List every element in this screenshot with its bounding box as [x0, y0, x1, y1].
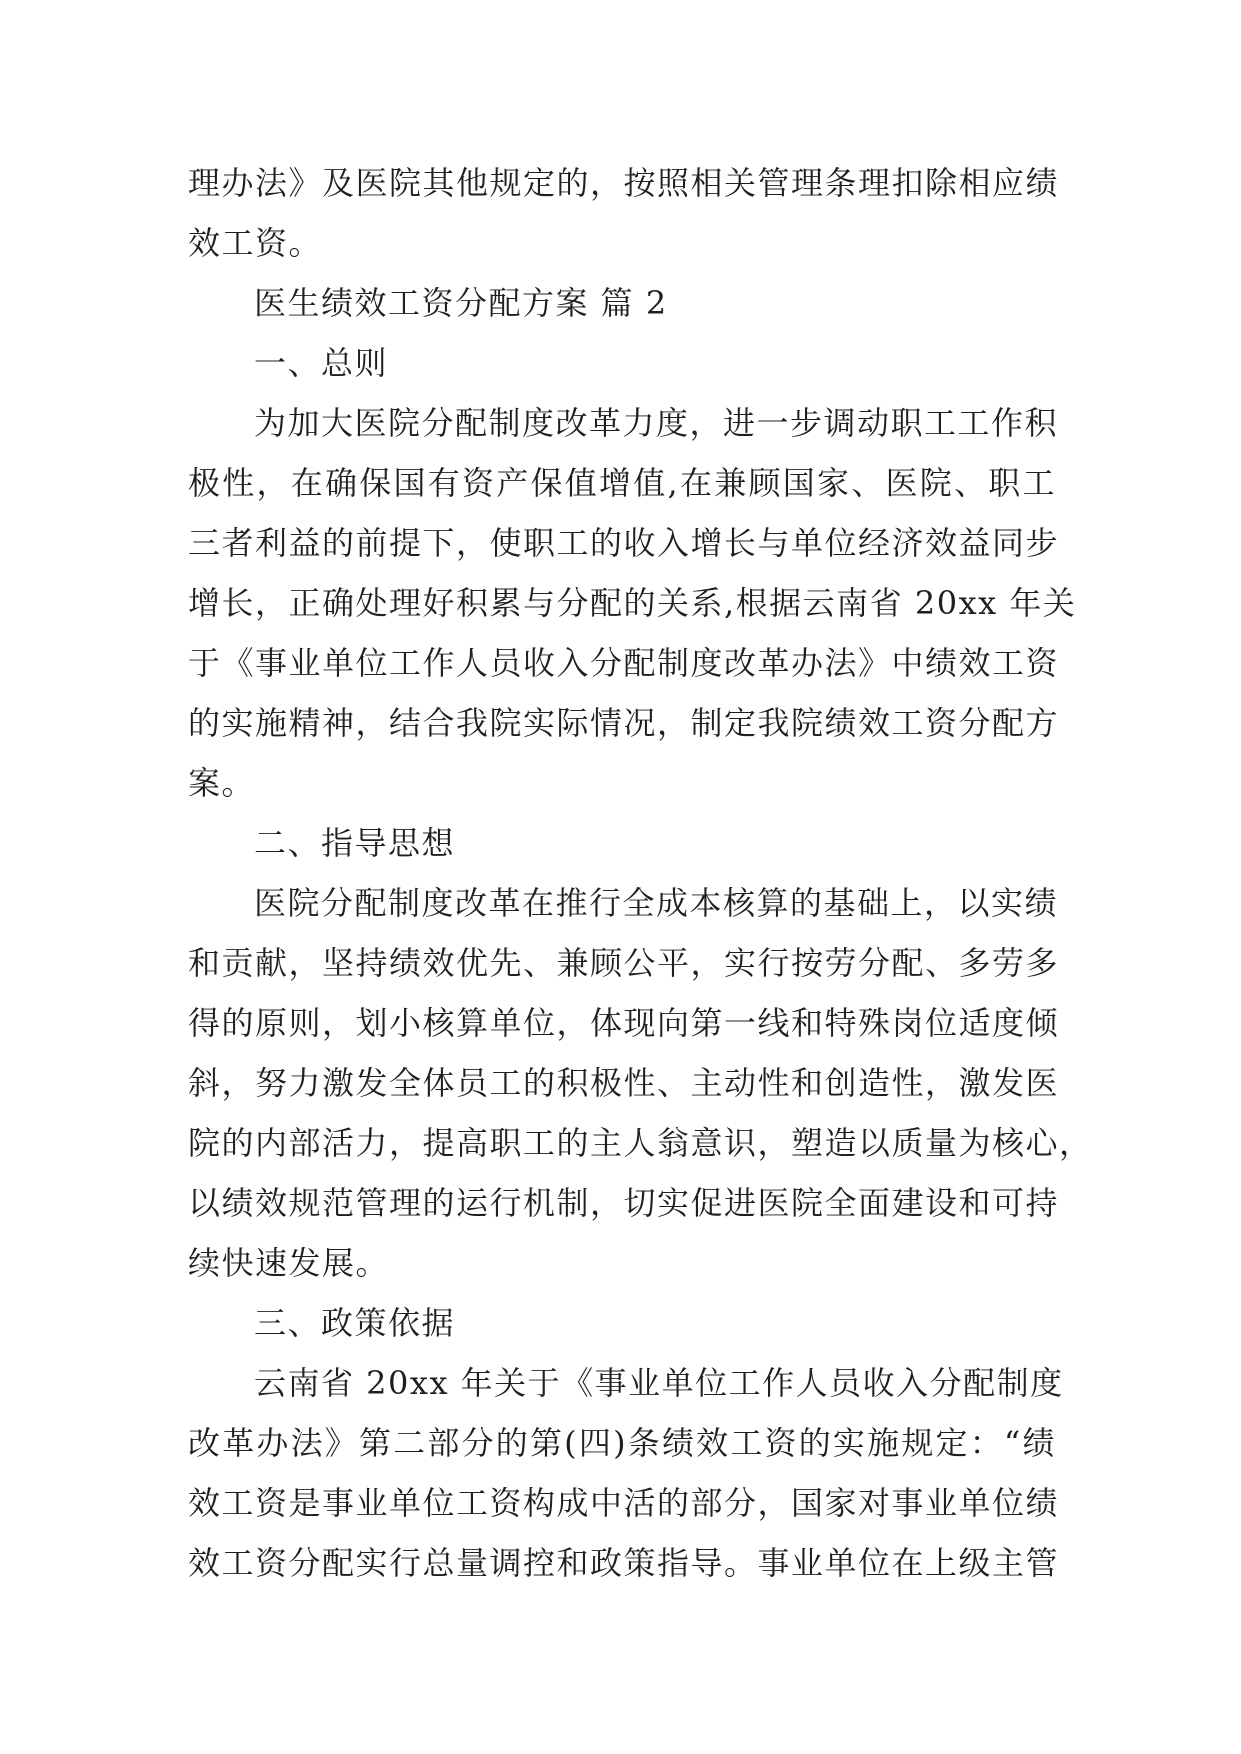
text-line: 三、政策依据 [254, 1304, 456, 1342]
text-line: 得的原则，划小核算单位，体现向第一线和特殊岗位适度倾 [188, 1004, 1060, 1042]
text-line: 效工资分配实行总量调控和政策指导。事业单位在上级主管 [188, 1544, 1060, 1582]
text-line: 院的内部活力，提高职工的主人翁意识，塑造以质量为核心， [188, 1124, 1093, 1162]
text-line: 以绩效规范管理的运行机制，切实促进医院全面建设和可持 [188, 1184, 1060, 1222]
text-line: 和贡献，坚持绩效优先、兼顾公平，实行按劳分配、多劳多 [188, 944, 1060, 982]
text-line: 云南省 20xx 年关于《事业单位工作人员收入分配制度 [254, 1364, 1064, 1402]
text-line: 医生绩效工资分配方案 篇 2 [254, 284, 668, 322]
text-line: 于《事业单位工作人员收入分配制度改革办法》中绩效工资 [188, 644, 1060, 682]
text-line: 理办法》及医院其他规定的，按照相关管理条理扣除相应绩 [188, 164, 1060, 202]
text-line: 续快速发展。 [188, 1244, 390, 1282]
text-line: 极性，在确保国有资产保值增值,在兼顾国家、医院、职工 [188, 464, 1056, 502]
text-line: 三者利益的前提下，使职工的收入增长与单位经济效益同步 [188, 524, 1060, 562]
text-line: 为加大医院分配制度改革力度，进一步调动职工工作积 [254, 404, 1059, 442]
text-line: 效工资。 [188, 224, 323, 262]
text-line: 的实施精神，结合我院实际情况，制定我院绩效工资分配方 [188, 704, 1060, 742]
text-line: 案。 [188, 764, 256, 802]
document-body [188, 153, 1093, 1593]
text-line: 医院分配制度改革在推行全成本核算的基础上，以实绩 [254, 884, 1059, 922]
text-line: 二、指导思想 [254, 824, 456, 862]
text-line: 斜，努力激发全体员工的积极性、主动性和创造性，激发医 [188, 1064, 1060, 1102]
text-line: 改革办法》第二部分的第(四)条绩效工资的实施规定：“绩 [188, 1424, 1056, 1462]
text-line: 效工资是事业单位工资构成中活的部分，国家对事业单位绩 [188, 1484, 1060, 1522]
text-line: 增长，正确处理好积累与分配的关系,根据云南省 20xx 年关 [188, 584, 1077, 622]
text-line: 一、总则 [254, 344, 389, 382]
